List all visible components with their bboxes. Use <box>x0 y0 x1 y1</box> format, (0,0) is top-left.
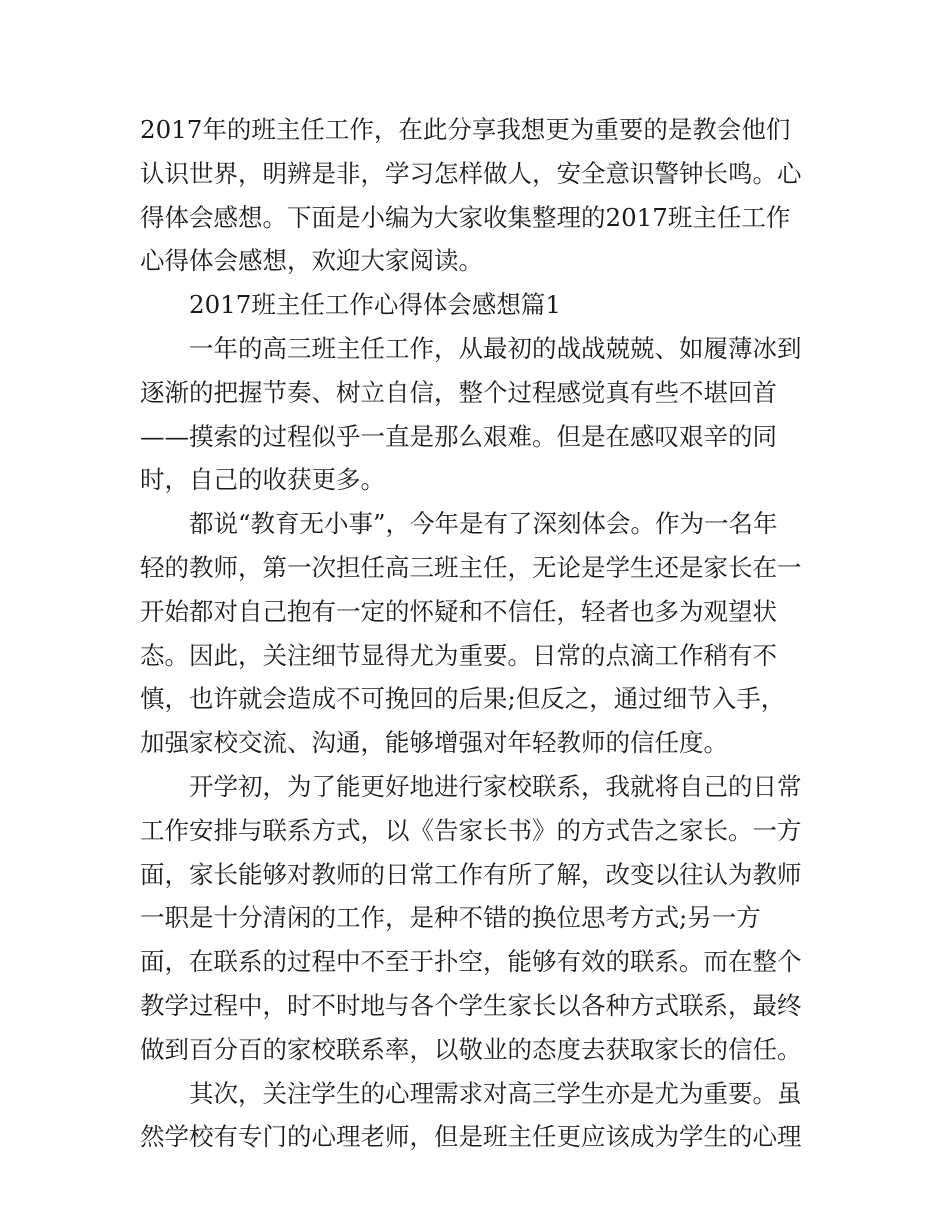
text-line: 开学初，为了能更好地进行家校联系，我就将自己的日常 <box>189 771 802 801</box>
text-line: 加强家校交流、沟通，能够增强对年轻教师的信任度。 <box>140 728 728 758</box>
text-line: 慎，也许就会造成不可挽回的后果;但反之，通过细节入手， <box>140 684 786 714</box>
text-line: 心得体会感想，欢迎大家阅读。 <box>140 246 483 276</box>
document-body <box>140 108 820 1159</box>
text-line: ——摸索的过程似乎一直是那么艰难。但是在感叹艰辛的同 <box>140 421 777 451</box>
text-line: 轻的教师，第一次担任高三班主任，无论是学生还是家长在一 <box>140 552 802 582</box>
text-line: 一年的高三班主任工作，从最初的战战兢兢、如履薄冰到 <box>189 333 802 363</box>
text-line: 得体会感想。下面是小编为大家收集整理的2017班主任工作 <box>140 202 791 232</box>
text-line: 2017班主任工作心得体会感想篇1 <box>189 290 561 320</box>
text-line: 态。因此，关注细节显得尤为重要。日常的点滴工作稍有不 <box>140 640 777 670</box>
text-line: 工作安排与联系方式，以《告家长书》的方式告之家长。一方 <box>140 815 802 845</box>
text-line: 开始都对自己抱有一定的怀疑和不信任，轻者也多为观望状 <box>140 596 777 626</box>
text-line: 做到百分百的家校联系率，以敬业的态度去获取家长的信任。 <box>140 1034 802 1064</box>
text-line: 都说“教育无小事”，今年是有了深刻体会。作为一名年 <box>189 509 778 539</box>
text-line: 面，在联系的过程中不至于扑空，能够有效的联系。而在整个 <box>140 947 802 977</box>
text-line: 2017年的班主任工作，在此分享我想更为重要的是教会他们 <box>140 115 791 144</box>
text-line: 时，自己的收获更多。 <box>140 465 385 495</box>
text-line: 其次，关注学生的心理需求对高三学生亦是尤为重要。虽 <box>189 1078 802 1108</box>
text-line: 逐渐的把握节奏、树立自信，整个过程感觉真有些不堪回首 <box>140 377 777 407</box>
text-line: 一职是十分清闲的工作，是种不错的换位思考方式;另一方 <box>140 903 761 933</box>
text-line: 面，家长能够对教师的日常工作有所了解，改变以往认为教师 <box>140 859 802 889</box>
text-line: 认识世界，明辨是非，学习怎样做人，安全意识警钟长鸣。心 <box>140 158 802 188</box>
text-line: 然学校有专门的心理老师，但是班主任更应该成为学生的心理 <box>140 1122 802 1152</box>
text-line: 教学过程中，时不时地与各个学生家长以各种方式联系，最终 <box>140 990 802 1020</box>
